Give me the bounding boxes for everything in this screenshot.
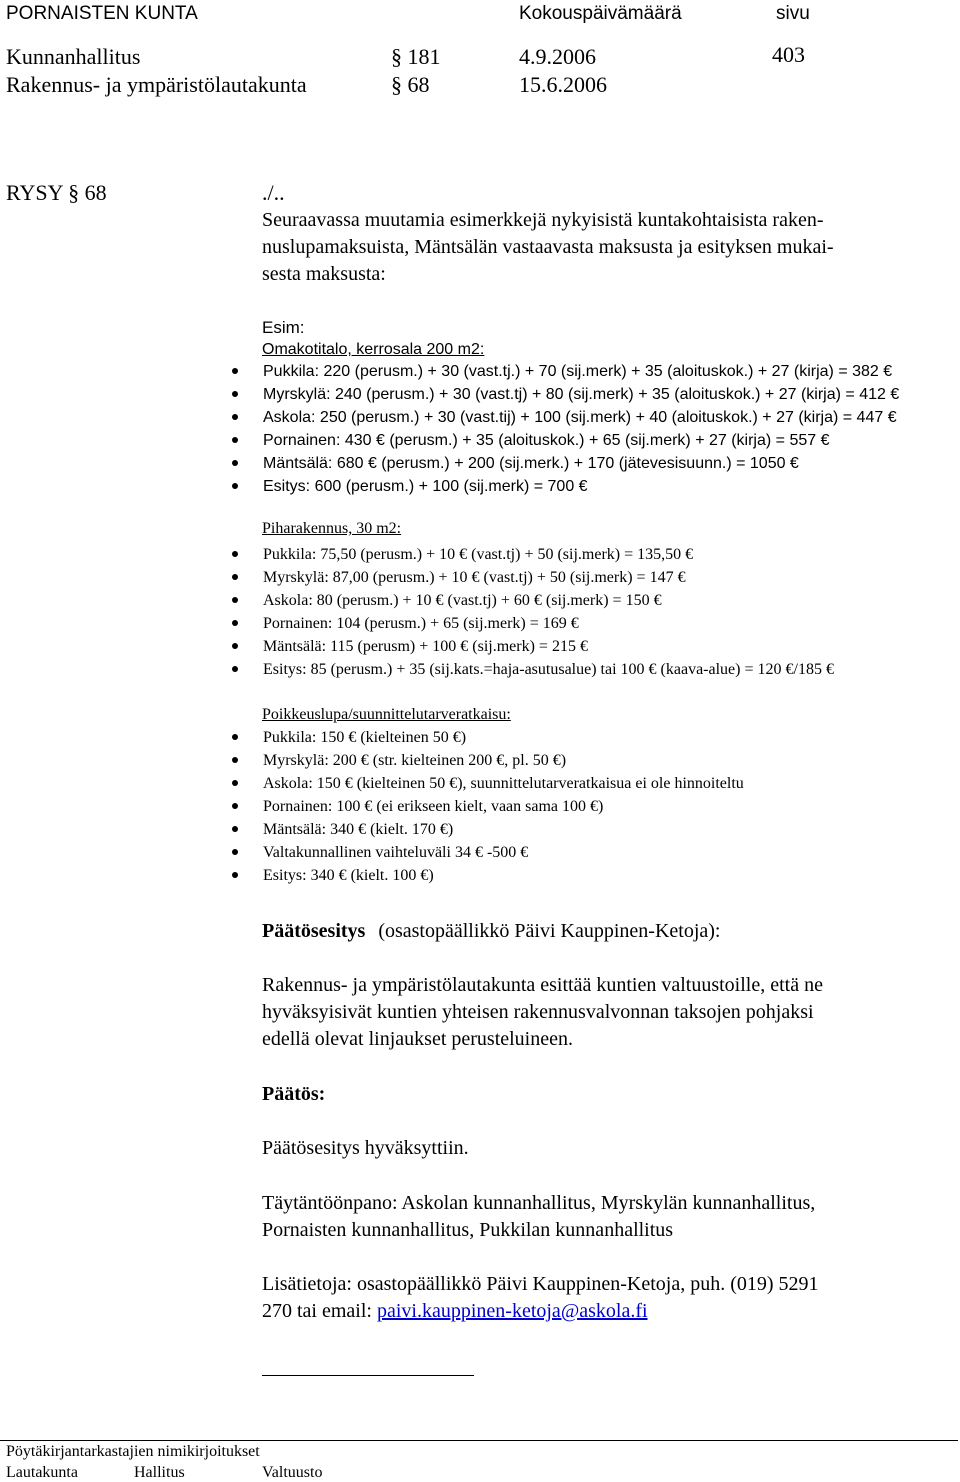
implementation: [262, 1190, 815, 1244]
footer-title: Pöytäkirjantarkastajien nimikirjoitukset: [6, 1443, 260, 1460]
footer-column-hallitus: Hallitus: [134, 1464, 185, 1481]
piharakennus-title: Piharakennus, 30 m2:: [262, 520, 402, 537]
list-item: Pukkila: 75,50 (perusm.) + 10 € (vast.tj) + 50 (sij.merk) = 135,50 €: [232, 543, 834, 566]
intro-line: Seuraavassa muutamia esimerkkejä nykyisistä kuntakohtaisista raken-: [262, 209, 824, 231]
list-item: Myrskylä: 87,00 (perusm.) + 10 € (vast.tj) + 50 (sij.merk) = 147 €: [232, 566, 834, 589]
list-item: Myrskylä: 240 (perusm.) + 30 (vast.tj) + 80 (sij.merk) + 35 (aloituskok.) + 27 (kirja) = 412 €: [232, 383, 899, 406]
list-item: Esitys: 85 (perusm.) + 35 (sij.kats.=haja-asutusalue) tai 100 € (kaava-alue) = 120 €/185 €: [232, 658, 834, 681]
list-item: Valtakunnallinen vaihteluväli 34 € -500 €: [232, 841, 744, 864]
poikkeuslupa-list: [232, 726, 744, 887]
omakotitalo-title: Omakotitalo, kerrosala 200 m2:: [262, 341, 485, 358]
list-item: Myrskylä: 200 € (str. kielteinen 200 €, pl. 50 €): [232, 749, 744, 772]
proposal-line: hyväksyisivät kuntien yhteisen rakennusvalvonnan taksojen pohjaksi: [262, 1001, 814, 1023]
body-section-1: § 181: [391, 44, 441, 69]
contact-info: [262, 1271, 819, 1325]
footer-column-valtuusto: Valtuusto: [262, 1464, 323, 1481]
proposal-line: Rakennus- ja ympäristölautakunta esittää kuntien valtuustoille, että ne: [262, 974, 823, 996]
intro-paragraph: [262, 207, 834, 288]
list-item: Pornainen: 430 € (perusm.) + 35 (aloituskok.) + 65 (sij.merk) + 27 (kirja) = 557 €: [232, 429, 899, 452]
example-label: Esim:: [262, 318, 305, 337]
list-item: Pornainen: 104 (perusm.) + 65 (sij.merk) = 169 €: [232, 612, 834, 635]
body-date-2: 15.6.2006: [519, 72, 607, 97]
list-item: Mäntsälä: 115 (perusm) + 100 € (sij.merk) = 215 €: [232, 635, 834, 658]
list-item: Mäntsälä: 680 € (perusm.) + 200 (sij.merk.) + 170 (jätevesisuunn.) = 1050 €: [232, 452, 899, 475]
body-date-1: 4.9.2006: [519, 44, 596, 69]
piharakennus-list: [232, 543, 834, 681]
body-section-2: § 68: [391, 72, 430, 97]
continuation-mark: ./..: [262, 180, 285, 205]
poikkeuslupa-title: Poikkeuslupa/suunnittelutarveratkaisu:: [262, 706, 511, 723]
decision-proposal-heading-line: [262, 918, 720, 945]
implementation-line: Pornaisten kunnanhallitus, Pukkilan kunnanhallitus: [262, 1219, 674, 1241]
body-name-1: Kunnanhallitus: [6, 44, 141, 69]
footer-divider: [0, 1440, 958, 1441]
decision-proposal-presenter: (osastopäällikkö Päivi Kauppinen-Ketoja):: [378, 920, 721, 942]
list-item: Askola: 80 (perusm.) + 10 € (vast.tj) + 60 € (sij.merk) = 150 €: [232, 589, 834, 612]
list-item: Pornainen: 100 € (ei erikseen kielt, vaan sama 100 €): [232, 795, 744, 818]
page-label: sivu: [776, 3, 810, 24]
list-item: Esitys: 340 € (kielt. 100 €): [232, 864, 744, 887]
decision-proposal-heading: Päätösesitys: [262, 920, 366, 942]
footer-column-lautakunta: Lautakunta: [6, 1464, 78, 1481]
contact-prefix: 270 tai email:: [262, 1300, 377, 1322]
decision-heading: Päätös:: [262, 1083, 326, 1105]
decision-text: Päätösesitys hyväksyttiin.: [262, 1137, 469, 1159]
signature-line: [262, 1375, 474, 1376]
decision-proposal-text: [262, 972, 823, 1053]
list-item: Pukkila: 220 (perusm.) + 30 (vast.tj.) + 70 (sij.merk) + 35 (aloituskok.) + 27 (kirja) = 382 €: [232, 360, 899, 383]
list-item: Askola: 250 (perusm.) + 30 (vast.tij) + 100 (sij.merk) + 40 (aloituskok.) + 27 (kirja) = 447 €: [232, 406, 899, 429]
contact-line-2: [262, 1298, 819, 1325]
proposal-line: edellä olevat linjaukset perusteluineen.: [262, 1028, 573, 1050]
intro-line: sesta maksusta:: [262, 263, 386, 285]
email-link[interactable]: paivi.kauppinen-ketoja@askola.fi: [376, 1300, 648, 1322]
list-item: Pukkila: 150 € (kielteinen 50 €): [232, 726, 744, 749]
meeting-date-label: Kokouspäivämäärä: [519, 3, 682, 24]
page-number: 403: [772, 42, 805, 67]
list-item: Askola: 150 € (kielteinen 50 €), suunnittelutarveratkaisua ei ole hinnoiteltu: [232, 772, 744, 795]
rysy-label: RYSY § 68: [6, 180, 107, 205]
list-item: Mäntsälä: 340 € (kielt. 170 €): [232, 818, 744, 841]
list-item: Esitys: 600 (perusm.) + 100 (sij.merk) = 700 €: [232, 475, 899, 498]
omakotitalo-list: [232, 360, 899, 498]
municipality-name: PORNAISTEN KUNTA: [6, 3, 198, 24]
contact-line: Lisätietoja: osastopäällikkö Päivi Kauppinen-Ketoja, puh. (019) 5291: [262, 1273, 819, 1295]
body-name-2: Rakennus- ja ympäristölautakunta: [6, 72, 307, 97]
implementation-line: Täytäntöönpano: Askolan kunnanhallitus, Myrskylän kunnanhallitus,: [262, 1192, 816, 1214]
intro-line: nuslupamaksuista, Mäntsälän vastaavasta maksusta ja esityksen mukai-: [262, 236, 834, 258]
